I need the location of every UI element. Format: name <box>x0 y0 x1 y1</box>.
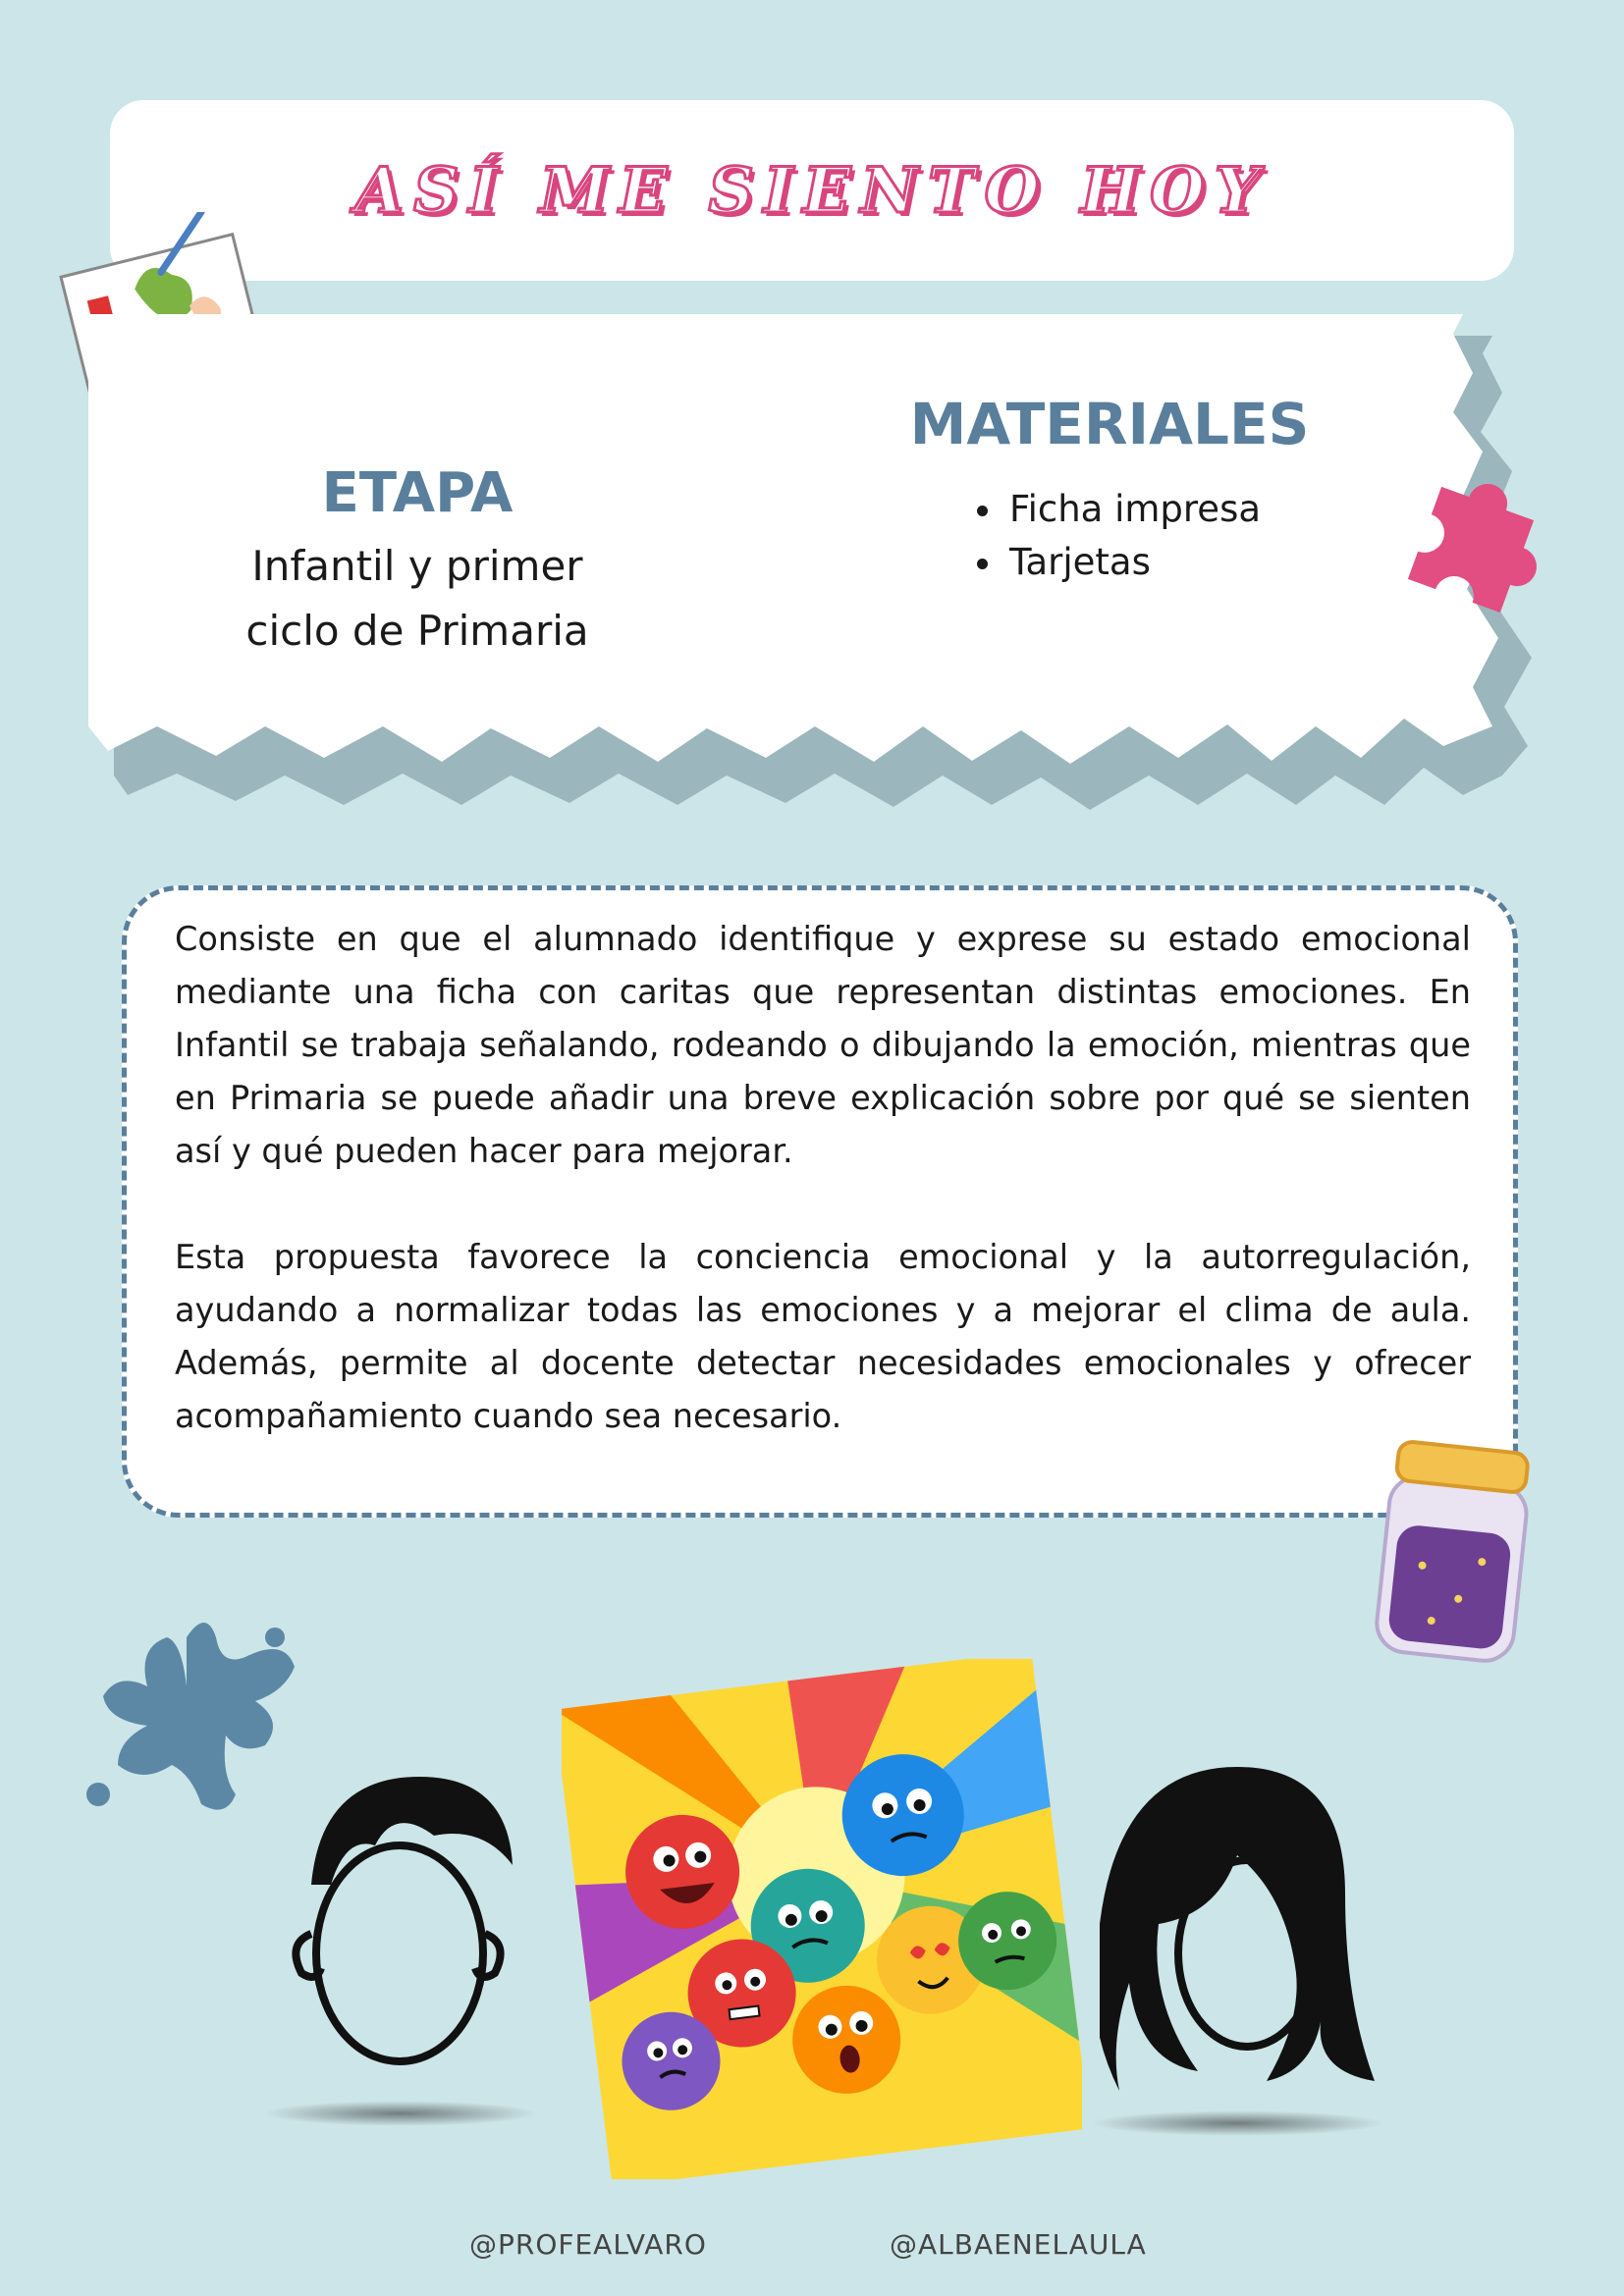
emotions-illustration <box>562 1659 1082 2179</box>
boy-head-icon <box>267 1757 532 2081</box>
jam-jar-icon <box>1355 1431 1551 1677</box>
boy-shadow <box>263 2101 538 2126</box>
materiales-list <box>962 483 1261 589</box>
etapa-value <box>206 534 628 664</box>
etapa-line-1: Infantil y primer <box>251 542 583 590</box>
description-paragraph-2: Esta propuesta favorece la conciencia emocional y la autorregulación, ayudando a normalizar todas las emociones y a mejorar el clima de aula. Además, permite al docente detectar necesidades emocionales y ofrecer acompañamiento cuando sea necesario. <box>175 1238 1471 1435</box>
description-paragraph-1: Consiste en que el alumnado identifique y exprese su estado emocional mediante una ficha con caritas que representan distintas emociones. En Infantil se trabaja señalando, rodeando o dibujando la emoción, mientras que en Primaria se puede añadir una breve explicación sobre por qué se sienten así y qué pueden hacer para mejorar. <box>175 920 1471 1170</box>
materiales-heading: MATERIALES <box>909 391 1310 457</box>
footer-handle-right: @ALBAENELAULA <box>890 2228 1147 2261</box>
girl-shadow <box>1090 2110 1384 2136</box>
etapa-line-2: ciclo de Primaria <box>245 607 589 655</box>
list-item: • Tarjetas <box>1005 536 1261 589</box>
etapa-heading: ETAPA <box>321 461 514 525</box>
description-text <box>175 913 1471 1496</box>
puzzle-piece-icon <box>1382 461 1559 638</box>
list-item: • Ficha impresa <box>1005 483 1261 536</box>
girl-head-icon <box>1100 1747 1375 2101</box>
footer-handle-left: @PROFEALVARO <box>469 2228 707 2261</box>
title-card <box>110 100 1514 281</box>
page-title: ASÍ ME SIENTO HOY <box>354 153 1270 228</box>
